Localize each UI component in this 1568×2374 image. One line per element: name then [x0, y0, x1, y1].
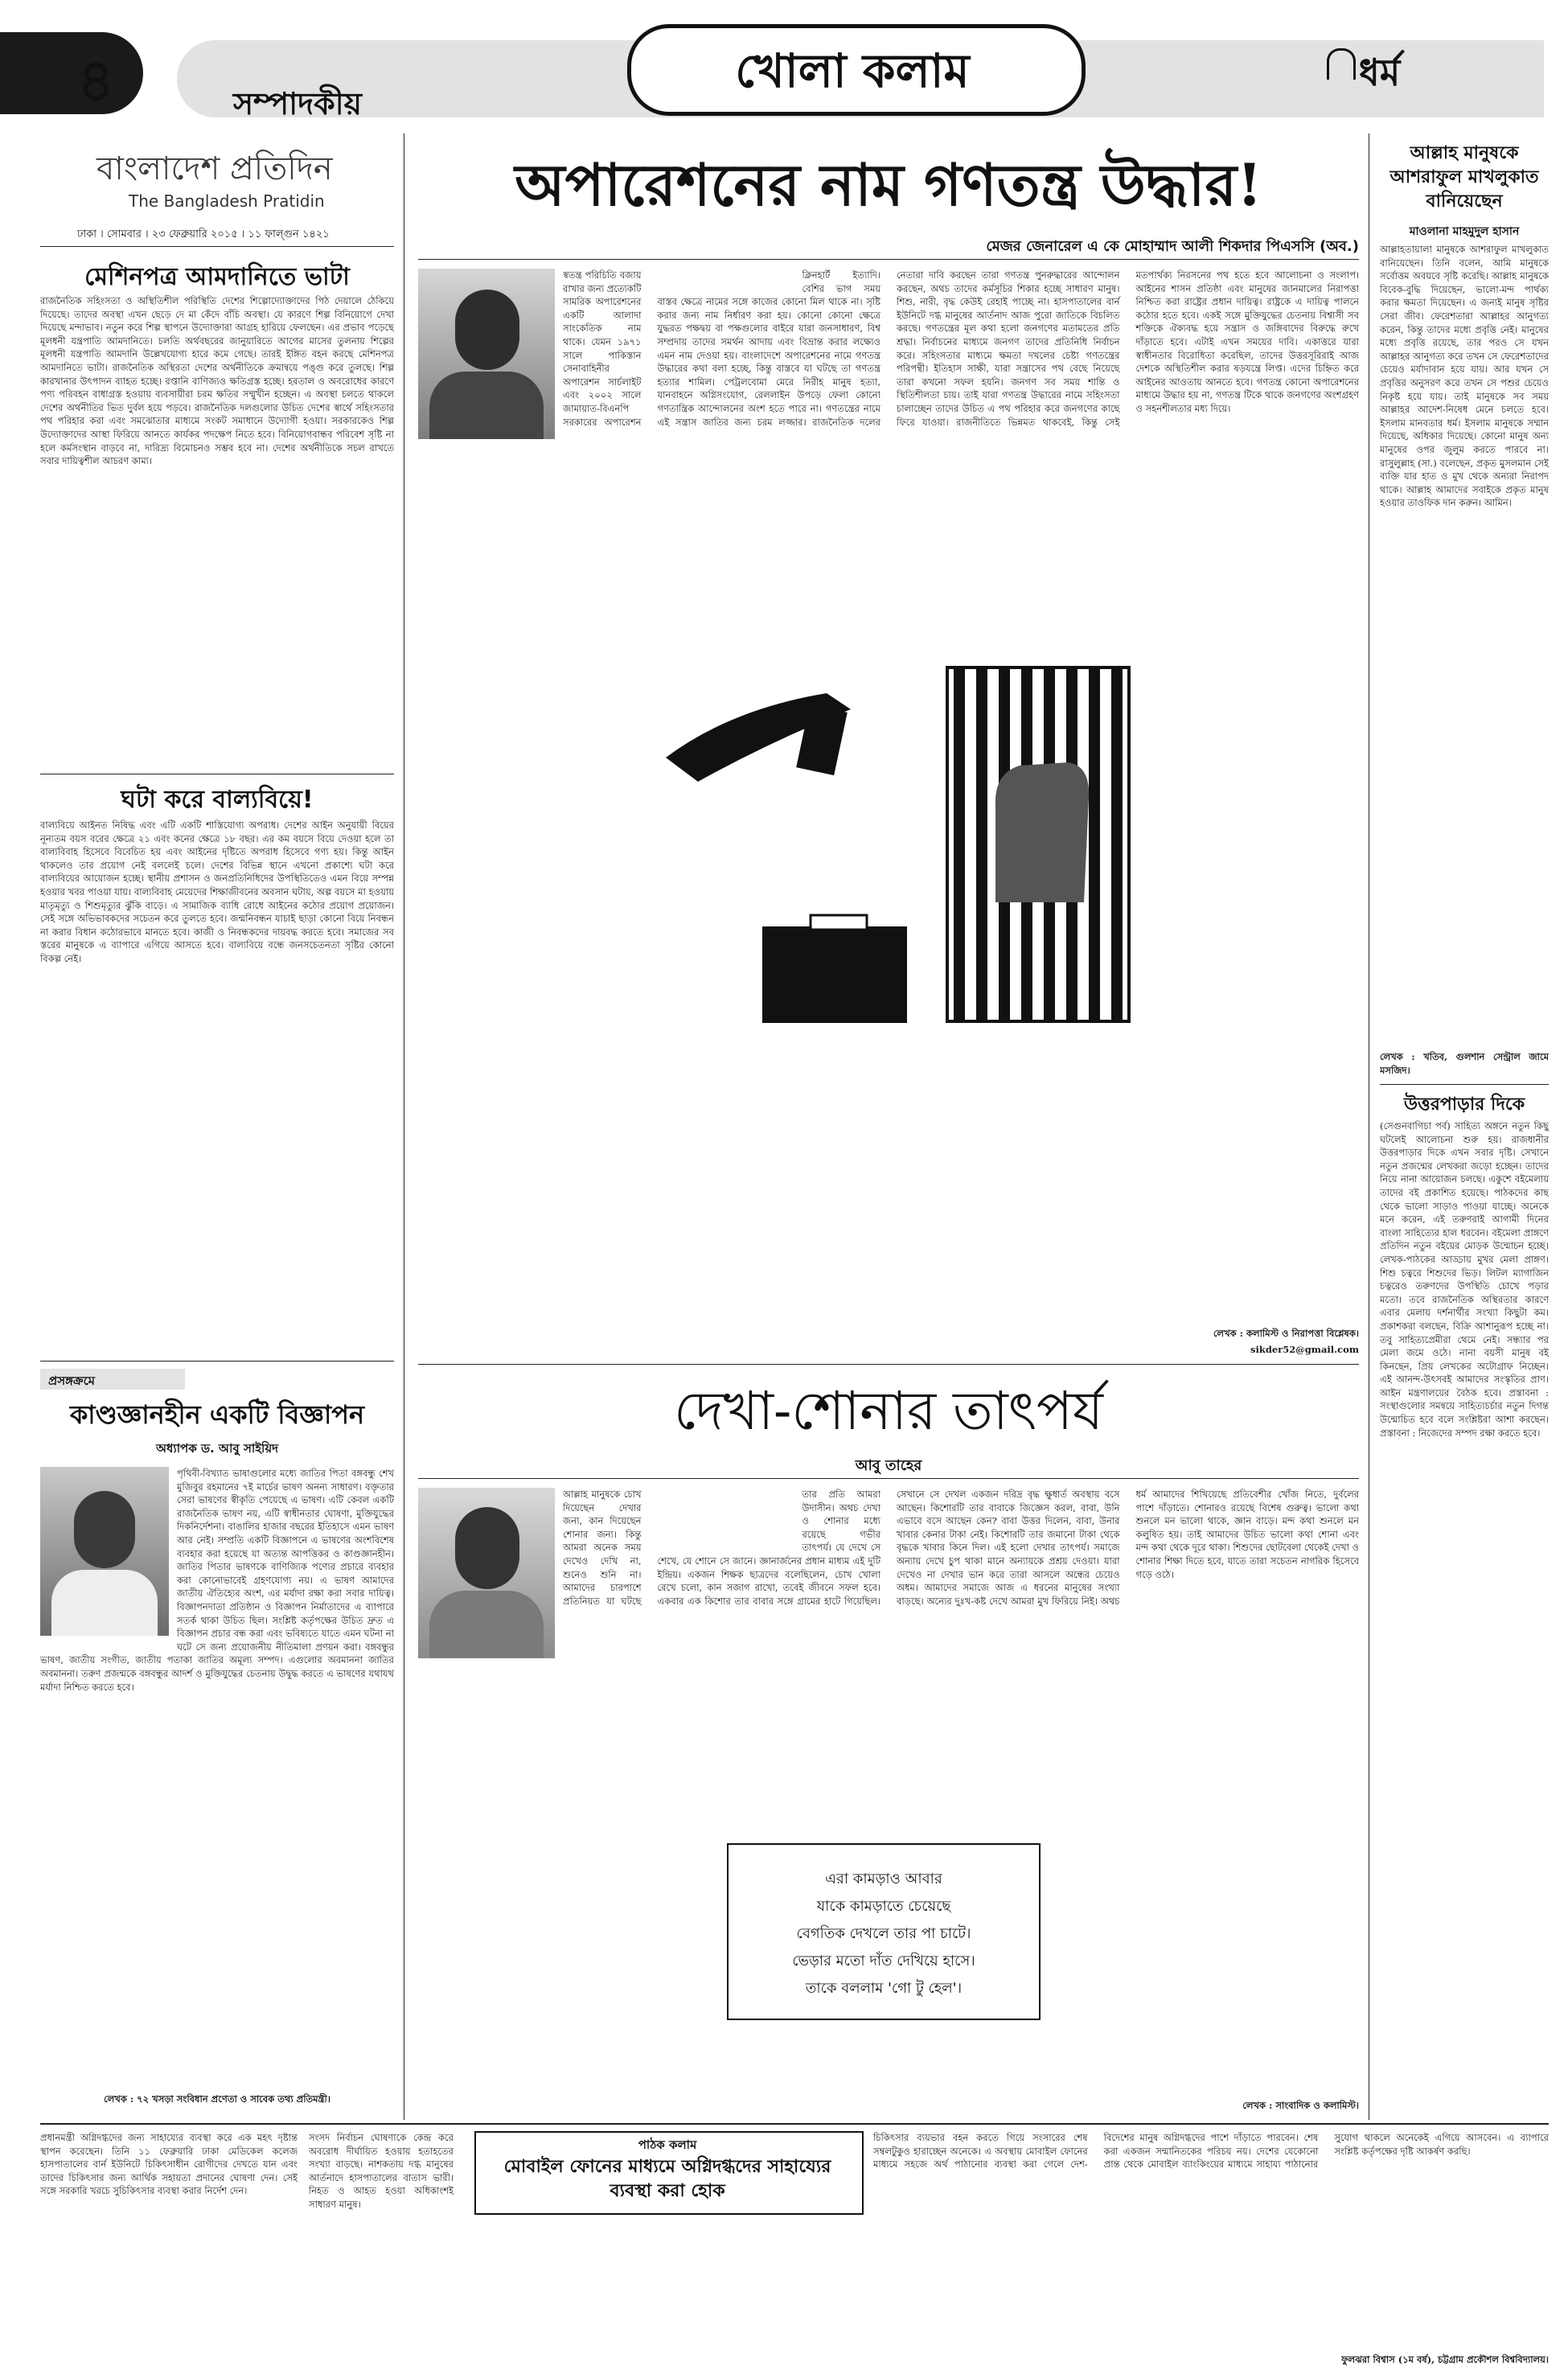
- mosque-icon: [1327, 48, 1356, 80]
- bottom-mid-body: সংসদ নির্বাচন ঘোষণাকে কেন্দ্র করে অবরোধ দীর্ঘায়িত হওয়ায় হতাহতের সংখ্যা বাড়ছে। নাশকতায় দগ্ধ মানুষের আর্তনাদে হাসপাতালের বাতাস ভারী। নিহত ও আহত হওয়া অধিকাংশই সাধারণ মানুষ।: [309, 2132, 454, 2210]
- second-body-wrap: [418, 1488, 1359, 2099]
- religion-author: মাওলানা মাহমুদুল হাসান: [1409, 225, 1520, 238]
- uttara-body: (সেগুনবাগিচা পর্ব) সাহিত্য অঙ্গনে নতুন কিছু ঘটলেই আলোচনা শুরু হয়। রাজধানীর উত্তরপাড়ার দিকে এখন সবার দৃষ্টি। সেখানে নতুন প্রজন্মের লেখকরা জড়ো হচ্ছেন। তাদের নিয়ে নানা আয়োজন চলছে। একুশে বইমেলায় তাদের বই প্রকাশিত হয়েছে। পাঠকদের কাছ থেকে ভালো সাড়াও পাওয়া যাচ্ছে। অনেকে মনে করেন, এই তরুণরাই আগামী দিনের বাংলা সাহিত্যের হাল ধরবেন। বইমেলা প্রাঙ্গণে প্রতিদিন নতুন বইয়ের মোড়ক উন্মোচন হচ্ছে। লেখক-পাঠকের আড্ডায় মুখর মেলা প্রাঙ্গণ। শিশু চত্বরে শিশুদের ভিড়। লিটল ম্যাগাজিন চত্বরেও তরুণদের উপস্থিতি চোখে পড়ার মতো। তবে রাজনৈতিক অস্থিরতার কারণে এবার মেলায় দর্শনার্থীর সংখ্যা কিছুটা কম। প্রকাশকরা বলছেন, বিক্রি আশানুরূপ হচ্ছে না। তবু সাহিত্যপ্রেমীরা থেমে নেই। সন্ধ্যার পর মেলা জমে ওঠে। নানা বয়সী মানুষ বই কিনছেন, প্রিয় লেখকের অটোগ্রাফ নিচ্ছেন। এই আনন্দ-উৎসবই আমাদের সংস্কৃতির প্রাণ। আইন মন্ত্রণালয়ের বৈঠক হবে। প্রস্তাবনা : সংস্থাগুলোর সমন্বয়ে সাহিত্যচর্চার নতুন দিগন্ত উন্মোচিত হবে বলে সংশ্লিষ্টরা আশা করছেন। প্রস্তাবনা : নিজেদের সম্পদ রক্ষা করতে হবে।: [1380, 1120, 1549, 1439]
- divider: [1380, 1084, 1549, 1085]
- divider: [418, 259, 1359, 260]
- divider: [40, 1361, 394, 1362]
- uttara-title: উত্তরপাড়ার দিকে: [1403, 1095, 1525, 1115]
- prasangakrame-title: কাণ্ডজ্ঞানহীন একটি বিজ্ঞাপন: [69, 1399, 365, 1430]
- editorial1-body: রাজনৈতিক সহিংসতা ও অস্থিতিশীল পরিস্থিতি দেশের শিল্পোদ্যোক্তাদের পিঠ দেয়ালে ঠেকিয়ে দিয়েছে। তাদের অবস্থা এখন ছেড়ে দে মা কেঁদে বাঁচি অবস্থা। যে কারণে শিল্প বিনিয়োগে দেখা দিয়েছে মন্দাভাব। নতুন করে শিল্প স্থাপনে উদ্যোক্তারা আগ্রহ হারিয়ে ফেলছেন। এর প্রভাব পড়েছে মূলধনী যন্ত্রপাতি আমদানিতে। চলতি অর্থবছরের জানুয়ারিতে আগের মাসের তুলনায় শিল্পের মূলধনী যন্ত্রপাতি আমদানি উল্লেখযোগ্য হারে কমে গেছে। তারই ইঙ্গিত বহন করছে মেশিনপত্র আমদানিতে ভাটা। রাজনৈতিক অস্থিরতা দেশের অর্থনীতিকে ক্রমান্বয়ে পঙ্গু করে তুলছে। শিল্প কারখানার উৎপাদন ব্যাহত হচ্ছে। রপ্তানি বাণিজ্যও ক্ষতিগ্রস্ত হচ্ছে। হরতাল ও অবরোধের কারণে পণ্য পরিবহন বাধাগ্রস্ত হওয়ায় ব্যবসায়ীরা চরম ক্ষতির সম্মুখীন হচ্ছেন। এ অবস্থা চলতে থাকলে দেশের অর্থনীতির ভিত দুর্বল হয়ে পড়বে। রাজনৈতিক দলগুলোর উচিত দেশের স্বার্থে সহিংসতার পথ পরিহার করা এবং সমঝোতার মাধ্যমে সংকট সমাধানে উদ্যোগী হওয়া। সরকারকেও শিল্প উদ্যোক্তাদের আস্থা ফিরিয়ে আনতে কার্যকর পদক্ষেপ নিতে হবে। বিনিয়োগবান্ধব পরিবেশ সৃষ্টি না হলে কর্মসংস্থান বাড়বে না, দারিদ্র্য বিমোচনও সম্ভব হবে না। দেশের অর্থনীতিকে সচল রাখতে সবার দায়িত্বশীল আচরণ কাম্য।: [40, 295, 394, 467]
- prasangakrame-footer: লেখক : ৭২ খসড়া সংবিধান প্রণেতা ও সাবেক তথ্য প্রতিমন্ত্রী।: [104, 2093, 330, 2105]
- prasangakrame-body: পৃথিবী-বিখ্যাত ভাষাগুলোর মধ্যে জাতির পিতা বঙ্গবন্ধু শেখ মুজিবুর রহমানের ৭ই মার্চের ভাষণ অনন্য সাধারণ। বক্তৃতার সেরা ভাষণের স্বীকৃতি পেয়েছে এ ভাষণ। এটি কেবল একটি রাজনৈতিক ভাষণ নয়, এটি স্বাধীনতার ঘোষণা, মুক্তিযুদ্ধের দিকনির্দেশনা। বাঙালির হাজার বছরের ইতিহাসে এমন ভাষণ আর নেই। সম্প্রতি একটি বিজ্ঞাপনে এ ভাষণের অংশবিশেষ ব্যবহার করা হয়েছে যা অত্যন্ত আপত্তিকর ও কাণ্ডজ্ঞানহীন। জাতির পিতার ভাষণকে বাণিজ্যিক পণ্যের প্রচারে ব্যবহার করা কোনোভাবেই গ্রহণযোগ্য নয়। এ ভাষণ আমাদের জাতীয় ঐতিহ্যের অংশ, এর মর্যাদা রক্ষা করা সবার দায়িত্ব। বিজ্ঞাপনদাতা প্রতিষ্ঠান ও বিজ্ঞাপন নির্মাতাদের এ ব্যাপারে সতর্ক থাকা উচিত ছিল। সংশ্লিষ্ট কর্তৃপক্ষের উচিত দ্রুত এ বিজ্ঞাপন প্রচার বন্ধ করা এবং ভবিষ্যতে যাতে এমন ঘটনা না ঘটে সে জন্য প্রয়োজনীয় নীতিমালা প্রণয়ন করা। বঙ্গবন্ধুর ভাষণ, জাতীয় সংগীত, জাতীয় পতাকা জাতির অমূল্য সম্পদ। এগুলোর অবমাননা জাতির অবমাননা। তরুণ প্রজন্মকে বঙ্গবন্ধুর আদর্শ ও মুক্তিযুদ্ধের চেতনায় উদ্বুদ্ধ করতে এ ভাষণের যথাযথ মর্যাদা নিশ্চিত করতে হবে।: [40, 1468, 394, 1693]
- poem-line: তাকে বললাম 'গো টু হেল'।: [805, 1980, 963, 1997]
- second-body: আল্লাহ মানুষকে চোখ দিয়েছেন দেখার জন্য, কান দিয়েছেন শোনার জন্য। কিন্তু আমরা অনেক সময় দেখেও দেখি না, শুনেও শুনি না। আমাদের চারপাশে প্রতিনিয়ত যা ঘটছে তার প্রতি আমরা উদাসীন। অথচ দেখা ও শোনার মধ্যে রয়েছে গভীর তাৎপর্য। যে দেখে সে শেখে, যে শোনে সে জানে। জ্ঞানার্জনের প্রধান মাধ্যম এই দুটি ইন্দ্রিয়। একজন শিক্ষক ছাত্রদের বলেছিলেন, চোখ খোলা রেখে চলো, কান সজাগ রাখো, তবেই জীবনে সফল হবে। একবার এক কিশোর তার বাবার সঙ্গে গ্রামের হাটে গিয়েছিল। সেখানে সে দেখল একজন দরিদ্র বৃদ্ধ ক্ষুধার্ত অবস্থায় বসে আছেন। কিশোরটি তার বাবাকে জিজ্ঞেস করল, বাবা, উনি এভাবে বসে আছেন কেন? বাবা উত্তর দিলেন, বাবা, উনার খাবার কেনার টাকা নেই। কিশোরটি তার জমানো টাকা থেকে বৃদ্ধকে খাবার কিনে দিল। এই হলো দেখার তাৎপর্য। সমাজে অন্যায় দেখে চুপ থাকা মানে অন্যায়কে প্রশ্রয় দেওয়া। যারা দেখেও না দেখার ভান করে তারা আসলে অন্ধের চেয়েও অধম। আমাদের সমাজে আজ এ ধরনের মানুষের সংখ্যা বাড়ছে। অন্যের দুঃখ-কষ্ট দেখে আমরা মুখ ফিরিয়ে নিই। অথচ ধর্ম আমাদের শিখিয়েছে প্রতিবেশীর খোঁজ নিতে, দুর্বলের পাশে দাঁড়াতে। শোনারও রয়েছে বিশেষ গুরুত্ব। ভালো কথা শুনলে মন ভালো থাকে, জ্ঞান বাড়ে। মন্দ কথা শুনলে মন কলুষিত হয়। তাই আমাদের উচিত ভালো কথা শোনা এবং মন্দ কথা থেকে দূরে থাকা। শিশুদের ছোটবেলা থেকেই দেখা ও শোনার শিক্ষা দিতে হবে, যাতে তারা সচেতন নাগরিক হিসেবে গড়ে ওঠে।: [563, 1489, 1359, 1607]
- religion-title: আল্লাহ মানুষকে আশরাফুল মাখলুকাত বানিয়েছেন: [1389, 143, 1539, 212]
- page-number-tab: [0, 32, 143, 114]
- religion-label: ধর্ম: [1359, 51, 1401, 94]
- lead-title: অপারেশনের নাম গণতন্ত্র উদ্ধার!: [515, 150, 1262, 219]
- religion-footer: লেখক : খতিব, গুলশান সেন্ট্রাল জামে মসজিদ।: [1380, 1051, 1549, 1076]
- reader-column-title: মোবাইল ফোনের মাধ্যমে অগ্নিদগ্ধদের সাহায্যের ব্যবস্থা করা হোক: [503, 2157, 831, 2201]
- divider: [418, 1364, 1359, 1365]
- reader-column-footer: ফুলঝরা বিশ্বাস (১ম বর্ষ), চট্টগ্রাম প্রকৌশল বিশ্ববিদ্যালয়।: [1341, 2354, 1549, 2365]
- divider: [40, 2123, 1549, 2125]
- masthead-subtitle: The Bangladesh Pratidin: [129, 191, 325, 211]
- second-author: আবু তাহের: [855, 1457, 922, 1474]
- religion-body: আল্লাহতায়ালা মানুষকে আশরাফুল মাখলুকাত বানিয়েছেন। তিনি বলেন, আমি মানুষকে সর্বোত্তম অবয়বে সৃষ্টি করেছি। আল্লাহ মানুষকে বিবেক-বুদ্ধি দিয়েছেন, ভালো-মন্দ পার্থক্য করার ক্ষমতা দিয়েছেন। এ জন্যই মানুষ সৃষ্টির সেরা জীব। ফেরেশতারা আল্লাহর আনুগত্য করেন, কিন্তু তাদের মধ্যে প্রবৃত্তি নেই। মানুষের মধ্যে প্রবৃত্তি রয়েছে, তার পরও সে যখন আল্লাহর আনুগত্য করে তখন সে ফেরেশতাদের চেয়েও মর্যাদাবান হয়ে যায়। আর যখন সে প্রবৃত্তির অনুসরণ করে তখন সে পশুর চেয়েও নিকৃষ্ট হয়ে যায়। তাই মানুষকে সব সময় আল্লাহর আদেশ-নিষেধ মেনে চলতে হবে। ইসলাম মানবতার ধর্ম। ইসলাম মানুষকে সম্মান দিয়েছে, অধিকার দিয়েছে। কোনো মানুষ অন্য মানুষের ওপর জুলুম করতে পারবে না। রাসুলুল্লাহ (সা.) বলেছেন, প্রকৃত মুসলমান সেই ব্যক্তি যার হাত ও মুখ থেকে অন্যরা নিরাপদ থাকে। আল্লাহ আমাদের সবাইকে প্রকৃত মানুষ হওয়ার তাওফিক দান করুন। আমিন।: [1380, 244, 1549, 509]
- lead-body-wrap: [418, 269, 1359, 1354]
- masthead-title: বাংলাদেশ প্রতিদিন: [96, 150, 333, 187]
- dateline: ঢাকা । সোমবার । ২৩ ফেব্রুয়ারি ২০১৫ । ১১ ফাল্গুন ১৪২১: [77, 228, 330, 240]
- column-label: প্রসঙ্গক্রমে: [48, 1374, 95, 1388]
- photo-spacer: [40, 1467, 177, 1641]
- editorial1-title: মেশিনপত্র আমদানিতে ভাটা: [84, 263, 350, 291]
- page-number: ৪: [77, 47, 115, 114]
- poem-line: ভেড়ার মতো দাঁত দেখিয়ে হাসে।: [792, 1953, 975, 1969]
- section-label: সম্পাদকীয়: [233, 86, 362, 121]
- bottom-left-body: প্রধানমন্ত্রী অগ্নিদগ্ধদের জন্য সাহায্যের ব্যবস্থা করে এক মহৎ দৃষ্টান্ত স্থাপন করেছেন। তিনি ১১ ফেব্রুয়ারি ঢাকা মেডিকেল কলেজ হাসপাতালের বার্ন ইউনিটে চিকিৎসাধীন রোগীদের দেখতে যান এবং তাদের চিকিৎসার জন্য আর্থিক সহায়তা প্রদানের ঘোষণা দেন। সেই সঙ্গে সরকারি খরচে সুচিকিৎসার ব্যবস্থা করার নির্দেশ দেন।: [40, 2132, 298, 2197]
- poem-line: বেগতিক দেখলে তার পা চাটে।: [796, 1925, 971, 1942]
- lead-body: স্বতন্ত্র পরিচিতি বজায় রাখার জন্য প্রত্যেকটি সামরিক অপারেশনের একটি আলাদা সাংকেতিক নাম থাকে। যেমন ১৯৭১ সালে পাকিস্তান সেনাবাহিনীর অপারেশন সার্চলাইট এবং ২০০২ সালে জামায়াত-বিএনপি সরকারের অপারেশন ক্লিনহার্ট ইত্যাদি। বেশির ভাগ সময় বাস্তব ক্ষেত্রে নামের সঙ্গে কাজের কোনো মিল থাকে না। সৃষ্টি করার জন্য নাম নির্ধারণ করা হয়। কোনো কোনো ক্ষেত্রে যুদ্ধরত পক্ষদ্বয় বা পক্ষগুলোর বাইরে যারা জনসাধারণ, বিশ্ব সম্প্রদায় তাদের সমর্থন আদায় এবং বিভ্রান্ত করার লক্ষ্যেও এমন নাম দেওয়া হয়। বাংলাদেশে অপারেশনের নামে গণতন্ত্র উদ্ধারের কথা বলা হচ্ছে, কিন্তু বাস্তবে যা ঘটছে তা গণতন্ত্র হত্যার শামিল। পেট্রলবোমা মেরে নিরীহ মানুষ হত্যা, যানবাহনে অগ্নিসংযোগ, রেললাইন উপড়ে ফেলা কোনো গণতান্ত্রিক আন্দোলনের অংশ হতে পারে না। গণতন্ত্রের নামে এই সন্ত্রাস জাতির জন্য চরম লজ্জার। রাজনৈতিক দলের নেতারা দাবি করছেন তারা গণতন্ত্র পুনরুদ্ধারের আন্দোলন করছেন, অথচ তাদের কর্মসূচির শিকার হচ্ছে সাধারণ মানুষ। শিশু, নারী, বৃদ্ধ কেউই রেহাই পাচ্ছে না। হাসপাতালের বার্ন ইউনিটে দগ্ধ মানুষের আর্তনাদ আজ পুরো জাতিকে বিচলিত করছে। গণতন্ত্রের মূল কথা হলো জনগণের মতামতের প্রতি শ্রদ্ধা। নির্বাচনের মাধ্যমে জনগণ তাদের প্রতিনিধি নির্বাচন করে। সহিংসতার মাধ্যমে ক্ষমতা দখলের চেষ্টা গণতন্ত্রের পরিপন্থী। ইতিহাস সাক্ষী, যারা সন্ত্রাসের পথ বেছে নিয়েছে তারা কখনো সফল হয়নি। জনগণ সব সময় শান্তি ও স্থিতিশীলতা চায়। তাই যারা গণতন্ত্র উদ্ধারের নামে সহিংসতা চালাচ্ছেন তাদের উচিত এ পথ পরিহার করে জনগণের কাছে ফিরে যাওয়া। রাজনীতিতে ভিন্নমত থাকবেই, কিন্তু সেই মতপার্থক্য নিরসনের পথ হতে হবে আলোচনা ও সংলাপ। আইনের শাসন প্রতিষ্ঠা এবং মানুষের জানমালের নিরাপত্তা নিশ্চিত করা রাষ্ট্রের প্রধান দায়িত্ব। রাষ্ট্রকে এ দায়িত্ব পালনে কঠোর হতে হবে। একই সঙ্গে মুক্তিযুদ্ধের চেতনায় বিশ্বাসী সব শক্তিকে ঐক্যবদ্ধ হয়ে সন্ত্রাস ও জঙ্গিবাদের বিরুদ্ধে রুখে দাঁড়াতে হবে। এটাই এখন সময়ের দাবি। একাত্তরে যারা স্বাধীনতার বিরোধিতা করেছিল, তাদের উত্তরসূরিরাই আজ দেশকে অস্থিতিশীল করার ষড়যন্ত্রে লিপ্ত। এদের চিহ্নিত করে আইনের আওতায় আনতে হবে। গণতন্ত্র কোনো অপারেশনের মাধ্যমে উদ্ধার হয় না, গণতন্ত্র টিকে থাকে জনগণের অংশগ্রহণ ও সহনশীলতার মধ্য দিয়ে।: [563, 269, 1359, 428]
- section-title: খোলা কলাম: [735, 43, 970, 98]
- prasangakrame-author: অধ্যাপক ড. আবু সাইয়িদ: [155, 1441, 279, 1456]
- poem-line: এরা কামড়াও আবার: [825, 1871, 942, 1887]
- lead-author: মেজর জেনারেল এ কে মোহাম্মাদ আলী শিকদার পিএসসি (অব.): [986, 238, 1359, 255]
- lead-footer-author: লেখক : কলামিস্ট ও নিরাপত্তা বিশ্লেষক।: [1213, 1328, 1359, 1339]
- editorial2-title: ঘটা করে বাল্যবিয়ে!: [121, 786, 314, 814]
- editorial2-body: বাল্যবিয়ে আইনত নিষিদ্ধ এবং এটি একটি শাস্তিযোগ্য অপরাধ। দেশের আইন অনুযায়ী বিয়ের নূন্যতম বয়স বরের ক্ষেত্রে ২১ এবং কনের ক্ষেত্রে ১৮ বছর। এর কম বয়সে বিয়ে দেওয়া হলে তা বাল্যবিবাহ হিসেবে বিবেচিত হয় এবং আইনের দৃষ্টিতে অপরাধ হিসেবে গণ্য হয়। কিন্তু আইন থাকলেও তার প্রয়োগ নেই বললেই চলে। দেশের বিভিন্ন স্থানে এখনো প্রকাশ্যে ঘটা করে বাল্যবিয়ের আয়োজন হচ্ছে। স্থানীয় প্রশাসন ও জনপ্রতিনিধিদের উপস্থিতিতেও এমন বিয়ে সম্পন্ন হওয়ার খবর পাওয়া যায়। বাল্যবিবাহ মেয়েদের শিক্ষাজীবনের অবসান ঘটায়, অল্প বয়সে মা হওয়ায় মাতৃমৃত্যু ও শিশুমৃত্যুর ঝুঁকি বাড়ে। এ সামাজিক ব্যাধি রোধে আইনের কঠোর প্রয়োগ প্রয়োজন। সেই সঙ্গে অভিভাবকদের সচেতন করে তুলতে হবে। জন্মনিবন্ধন যাচাই ছাড়া কোনো বিয়ে নিবন্ধন না করার বিধান কঠোরভাবে মানতে হবে। কাজী ও নিবন্ধকদের দায়বদ্ধ করতে হবে। সমাজের সব স্তরের মানুষকে এ ব্যাপারে এগিয়ে আসতে হবে। বাল্যবিয়ে বন্ধে জনসচেতনতা সৃষ্টির কোনো বিকল্প নেই।: [40, 819, 394, 964]
- second-footer: লেখক : সাংবাদিক ও কলামিস্ট।: [1242, 2100, 1359, 2111]
- poem-line: যাকে কামড়াতে চেয়েছে: [816, 1898, 951, 1915]
- reader-column-body: চিকিৎসার ব্যয়ভার বহন করতে গিয়ে সংসারের শেষ সম্বলটুকুও হারাচ্ছেন অনেকে। এ অবস্থায় মোবাইল ফোনের মাধ্যমে সহজে অর্থ পাঠানোর ব্যবস্থা করা গেলে দেশ-বিদেশের মানুষ অগ্নিদগ্ধদের পাশে দাঁড়াতে পারবেন। শেষ করা একজন সন্মানিতকের পরিচয় নয়। দেশের যেকোনো প্রান্ত থেকে মোবাইল ব্যাংকিংয়ের মাধ্যমে সাহায্য পাঠানোর সুযোগ থাকলে অনেকেই এগিয়ে আসবেন। এ ব্যাপারে সংশ্লিষ্ট কর্তৃপক্ষের দৃষ্টি আকর্ষণ করছি।: [873, 2132, 1549, 2171]
- divider: [418, 1478, 1359, 1479]
- lead-footer-email: sikder52@gmail.com: [1250, 1344, 1359, 1355]
- divider: [40, 246, 394, 247]
- reader-column-label: পাঠক কলাম: [638, 2138, 697, 2152]
- prasangakrame-body-wrap: [40, 1467, 394, 2091]
- second-title: দেখা-শোনার তাৎপর্য: [674, 1380, 1103, 1442]
